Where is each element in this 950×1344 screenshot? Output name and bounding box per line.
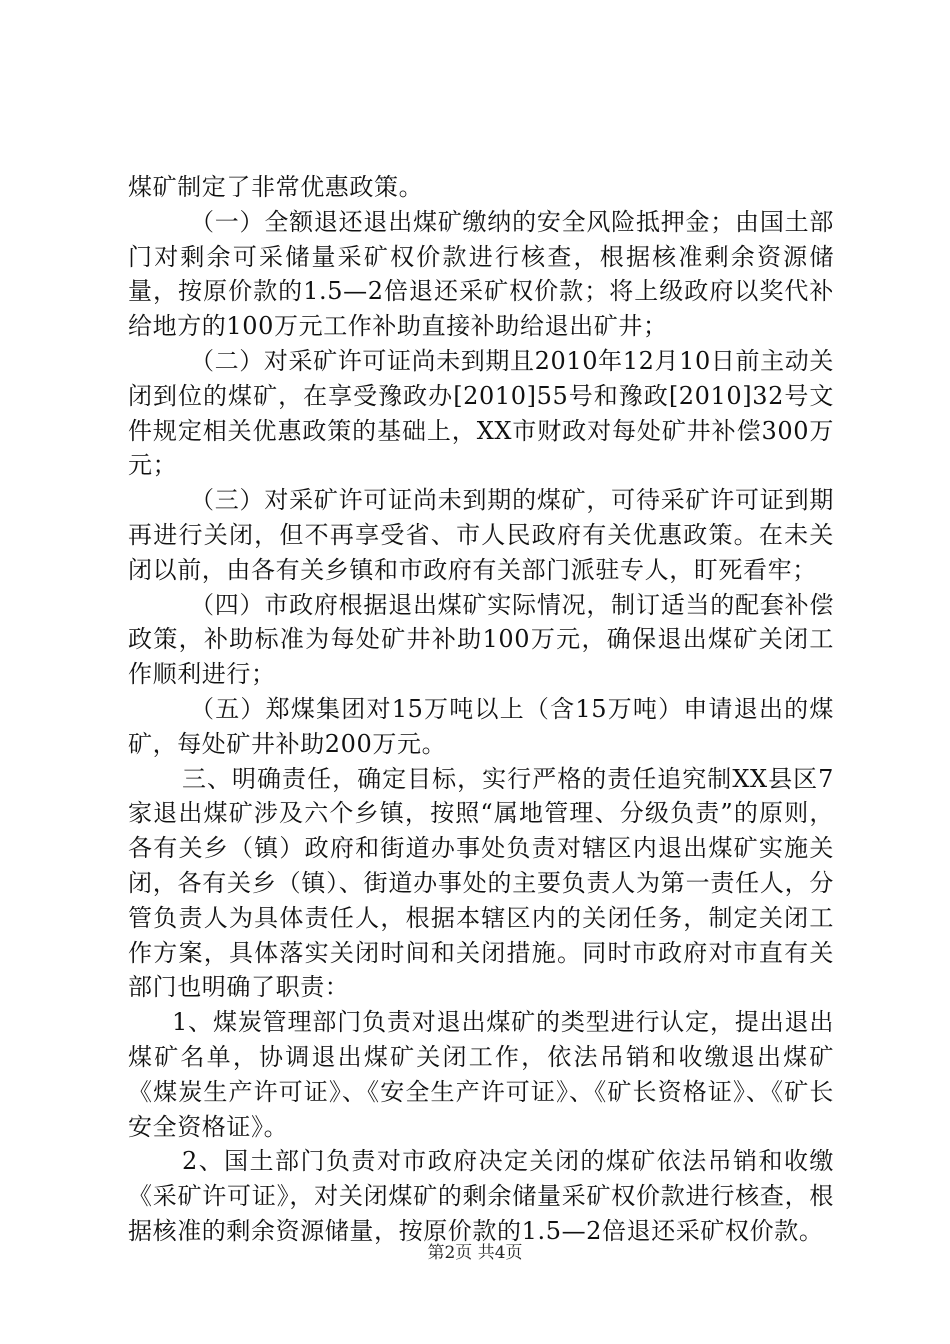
paragraph-duty-2: 2、国土部门负责对市政府决定关闭的煤矿依法吊销和收缴《采矿许可证》，对关闭煤矿的剩余储量采矿权价款进行核查，根据核准的剩余资源储量，按原价款的1.5—2倍退还采矿权价款。 [128,1147,834,1245]
paragraph-policy-item-1: （一）全额退还退出煤矿缴纳的安全风险抵押金；由国土部门对剩余可采储量采矿权价款进行核查，根据核准剩余资源储量，按原价款的1.5—2倍退还采矿权价款；将上级政府以奖代补给地方的100万元工作补助直接补助给退出矿井； [128,207,834,341]
paragraph-policy-item-3: （三）对采矿许可证尚未到期的煤矿，可待采矿许可证到期再进行关闭，但不再享受省、市人民政府有关优惠政策。在未关闭以前，由各有关乡镇和市政府有关部门派驻专人，盯死看牢； [128,486,834,584]
paragraph-section-three: 三、明确责任，确定目标，实行严格的责任追究制XX县区7家退出煤矿涉及六个乡镇，按照“属地管理、分级负责”的原则，各有关乡（镇）政府和街道办事处负责对辖区内退出煤矿实施关闭，各有关乡（镇）、街道办事处的主要负责人为第一责任人，分管负责人为具体责任人，根据本辖区内的关闭任务，制定关闭工作方案，具体落实关闭时间和关闭措施。同时市政府对市直有关部门也明确了职责： [128,764,834,1002]
paragraph-duty-1: 1、煤炭管理部门负责对退出煤矿的类型进行认定，提出退出煤矿名单，协调退出煤矿关闭工作，依法吊销和收缴退出煤矿《煤炭生产许可证》、《安全生产许可证》、《矿长资格证》、《矿长安全资格证》。 [128,1008,834,1141]
page-number-footer: 第2页 共4页 [427,1243,523,1263]
paragraph-policy-item-5: （五）郑煤集团对15万吨以上（含15万吨）申请退出的煤矿，每处矿井补助200万元。 [128,694,834,758]
paragraph-policy-item-2: （二）对采矿许可证尚未到期且2010年12月10日前主动关闭到位的煤矿，在享受豫政办[2010]55号和豫政[2010]32号文件规定相关优惠政策的基础上，XX市财政对每处矿井补偿300万元； [128,346,834,480]
document-body [128,170,834,1249]
paragraph-policy-intro: 煤矿制定了非常优惠政策。 [128,173,424,201]
paragraph-policy-item-4: （四）市政府根据退出煤矿实际情况，制订适当的配套补偿政策，补助标准为每处矿井补助100万元，确保退出煤矿关闭工作顺利进行； [128,590,834,689]
